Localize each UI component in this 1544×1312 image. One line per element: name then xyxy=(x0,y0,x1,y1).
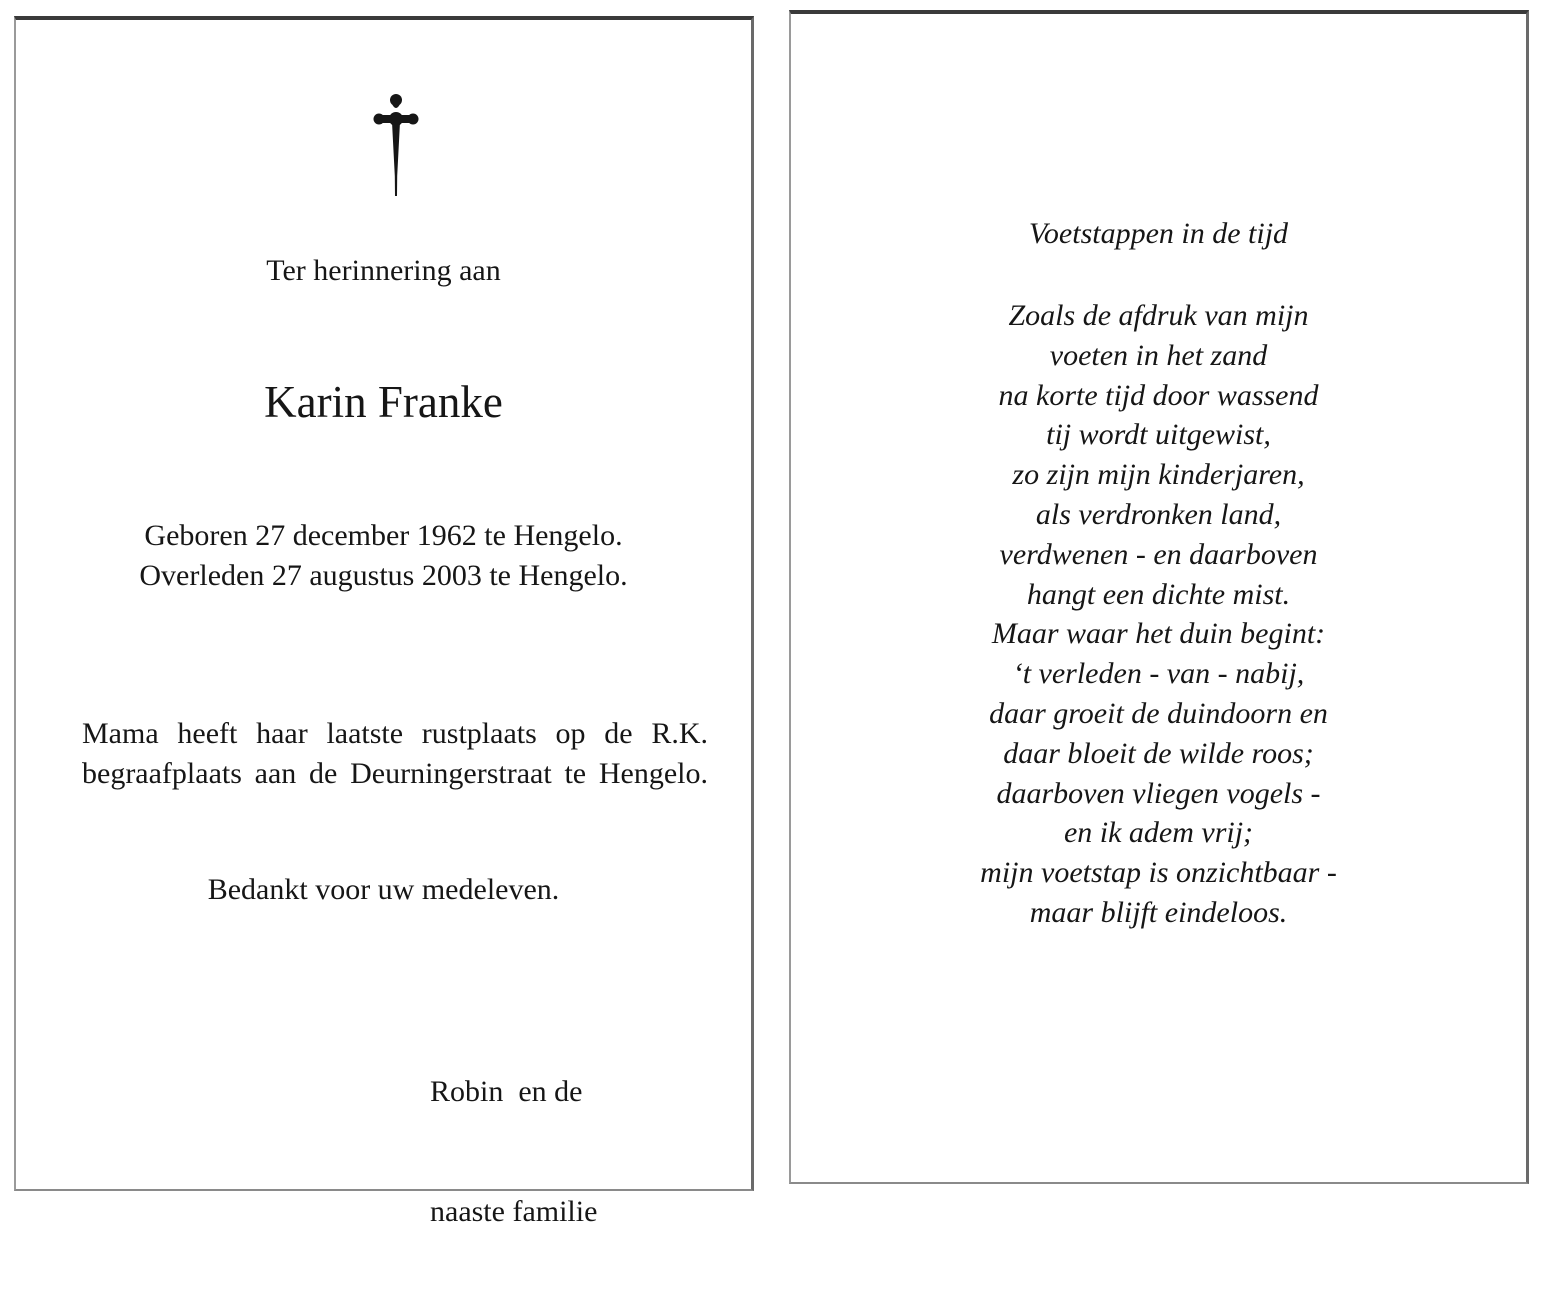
memorial-card-front xyxy=(14,16,754,1228)
poem-line: daarboven vliegen vogels - xyxy=(996,776,1321,810)
signature-line-1: Robin en de xyxy=(430,1075,583,1108)
cross-icon xyxy=(373,92,419,196)
poem-line: mijn voetstap is onzichtbaar - xyxy=(980,856,1337,890)
signature-line-2: naaste familie xyxy=(430,1195,598,1228)
poem-line: voeten in het zand xyxy=(1049,338,1268,372)
poem-line: als verdronken land, xyxy=(1035,497,1282,531)
death-line: Overleden 27 augustus 2003 te Hengelo. xyxy=(139,559,628,592)
poem-line: na korte tijd door wassend xyxy=(998,378,1319,412)
thanks-text: Bedankt voor uw medeleven. xyxy=(207,873,560,906)
memorial-card-back xyxy=(789,10,1529,1184)
poem-title: Voetstappen in de tijd xyxy=(1028,217,1289,250)
poem-line: zo zijn mijn kinderjaren, xyxy=(1012,458,1305,492)
dates-block xyxy=(16,516,751,596)
signature-block xyxy=(430,992,597,1312)
birth-line: Geboren 27 december 1962 te Hengelo. xyxy=(144,519,623,552)
resting-place-paragraph xyxy=(82,714,708,794)
poem-line: en ik adem vrij; xyxy=(1063,816,1254,850)
resting-place-line-2: begraafplaats aan de Deurningerstraat te Hengelo. xyxy=(82,757,708,790)
deceased-name: Karin Franke xyxy=(264,377,503,427)
poem-line: verdwenen - en daarboven xyxy=(999,537,1318,571)
intro-text: Ter herinnering aan xyxy=(266,254,501,287)
poem-line: daar bloeit de wilde roos; xyxy=(1003,736,1314,770)
poem-line: maar blijft eindeloos. xyxy=(1029,895,1288,929)
poem-line: daar groeit de duindoorn en xyxy=(989,696,1328,730)
poem-line: hangt een dichte mist. xyxy=(1026,577,1291,611)
resting-place-line-1: Mama heeft haar laatste rustplaats op de R.K. xyxy=(82,717,708,750)
poem-line: Zoals de afdruk van mijn xyxy=(1008,299,1309,332)
poem-line: Maar waar het duin begint: xyxy=(991,617,1326,651)
poem-line: ‘t verleden - van - nabij, xyxy=(1012,657,1305,691)
poem-body xyxy=(791,296,1526,933)
poem-line: tij wordt uitgewist, xyxy=(1046,418,1271,452)
